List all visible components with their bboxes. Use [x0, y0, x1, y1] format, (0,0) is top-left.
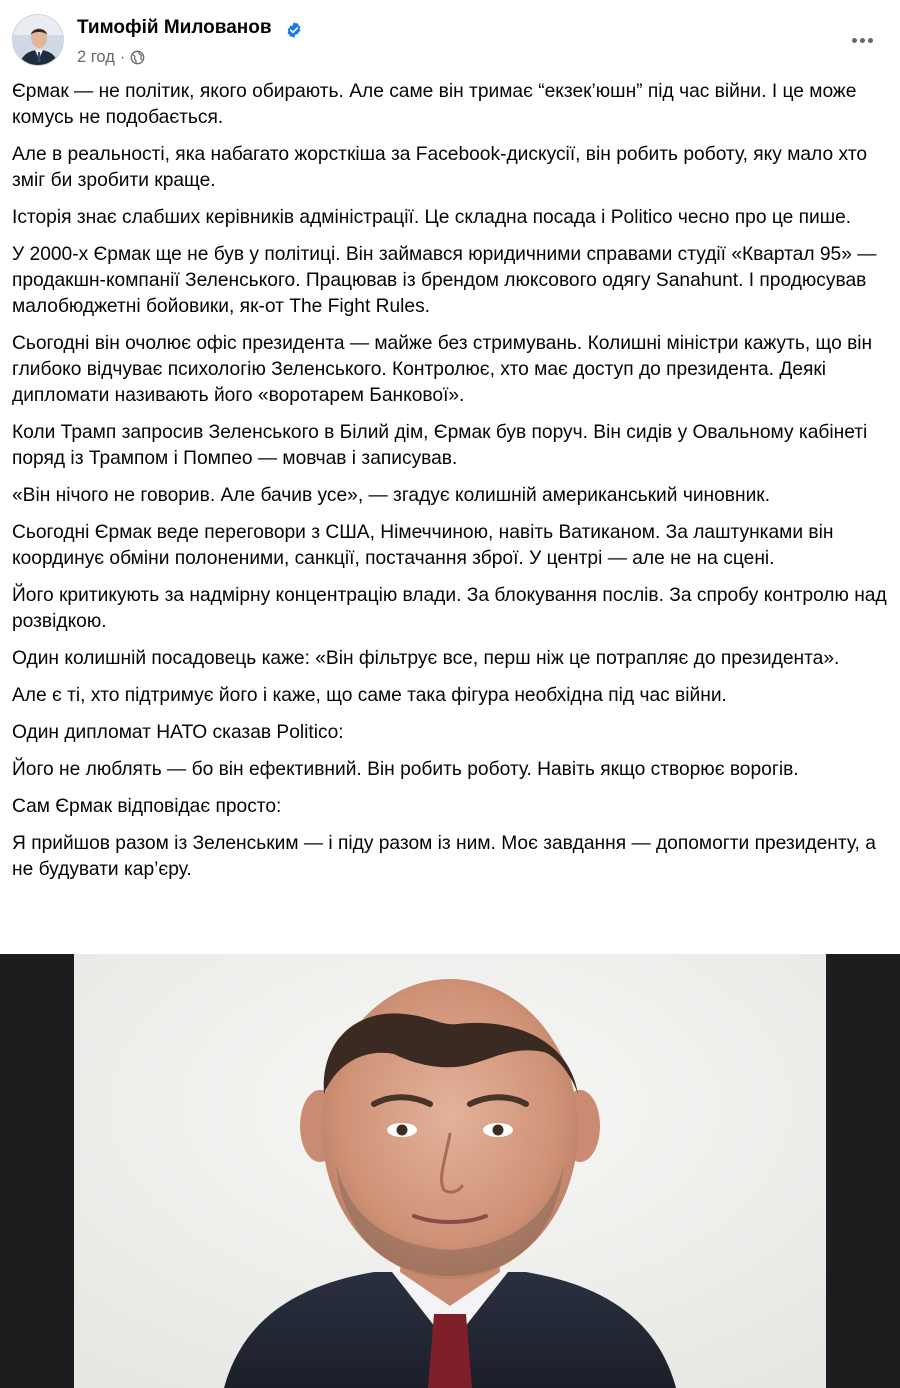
verified-badge-icon — [285, 21, 303, 39]
globe-icon[interactable] — [130, 50, 145, 65]
post-paragraph: Сьогодні він очолює офіс президента — майже без стримувань. Колишні міністри кажуть, що він глибоко відчуває психологію Зеленського. Контролює, хто має доступ до президента. Деякі дипломати називають його «воротарем Банкової». — [12, 333, 873, 406]
post-paragraph: «Він нічого не говорив. Але бачив усе», — згадує колишній американський чиновник. — [12, 485, 771, 506]
post-paragraph: Один дипломат НАТО сказав Politico: — [12, 722, 344, 743]
more-horizontal-icon — [852, 38, 873, 43]
post-paragraph: Я прийшов разом із Зеленським — і піду разом із ним. Моє завдання — допомогти президенту, а не будувати кар’єру. — [12, 833, 876, 880]
meta-separator: · — [119, 47, 126, 66]
portrait-photo — [74, 954, 826, 1388]
post-options-button[interactable] — [842, 24, 882, 56]
post-paragraph: Сьогодні Єрмак веде переговори з США, Німеччиною, навіть Ватиканом. За лаштунками він координує обміни полоненими, санкції, постачання зброї. У центрі — але не на сцені. — [12, 522, 834, 569]
post-paragraph: Сам Єрмак відповідає просто: — [12, 796, 282, 817]
post-paragraph: Історія знає слабших керівників адміністрації. Це складна посада і Politico чесно про це пише. — [12, 207, 852, 228]
post-paragraph: Єрмак — не політик, якого обирають. Але саме він тримає “екзек’юшн” під час війни. І це може комусь не подобається. — [12, 81, 857, 128]
post-header — [0, 0, 900, 80]
post-text — [12, 79, 888, 894]
post-timestamp[interactable]: 2 год — [77, 47, 115, 66]
post-photo[interactable] — [0, 954, 900, 1388]
post-paragraph: Його не люблять — бо він ефективний. Він робить роботу. Навіть якщо створює ворогів. — [12, 759, 799, 780]
post-paragraph: Коли Трамп запросив Зеленського в Білий дім, Єрмак був поруч. Він сидів у Овальному кабінеті поряд із Трампом і Помпео — мовчав і записував. — [12, 422, 868, 469]
portrait-illustration — [74, 954, 826, 1388]
post-paragraph: Але є ті, хто підтримує його і каже, що саме така фігура необхідна під час війни. — [12, 685, 727, 706]
post-paragraph: Один колишній посадовець каже: «Він фільтрує все, перш ніж це потрапляє до президента». — [12, 648, 840, 669]
post-meta — [77, 46, 145, 68]
author-name[interactable]: Тимофій Милованов — [77, 17, 272, 38]
avatar-image — [13, 15, 64, 66]
post-paragraph: Його критикують за надмірну концентрацію влади. За блокування послів. За спробу контролю над розвідкою. — [12, 585, 887, 632]
post-paragraph: Але в реальності, яка набагато жорсткіша за Facebook-дискусії, він робить роботу, яку мало хто зміг би зробити краще. — [12, 144, 868, 191]
post-paragraph: У 2000-х Єрмак ще не був у політиці. Він займався юридичними справами студії «Квартал 95» — продакшн-компанії Зеленського. Працював із брендом люксового одягу Sanahunt. І продюсував малобюджетні бойовики, як-от The Fight Rules. — [12, 244, 877, 317]
author-avatar[interactable] — [12, 14, 64, 66]
